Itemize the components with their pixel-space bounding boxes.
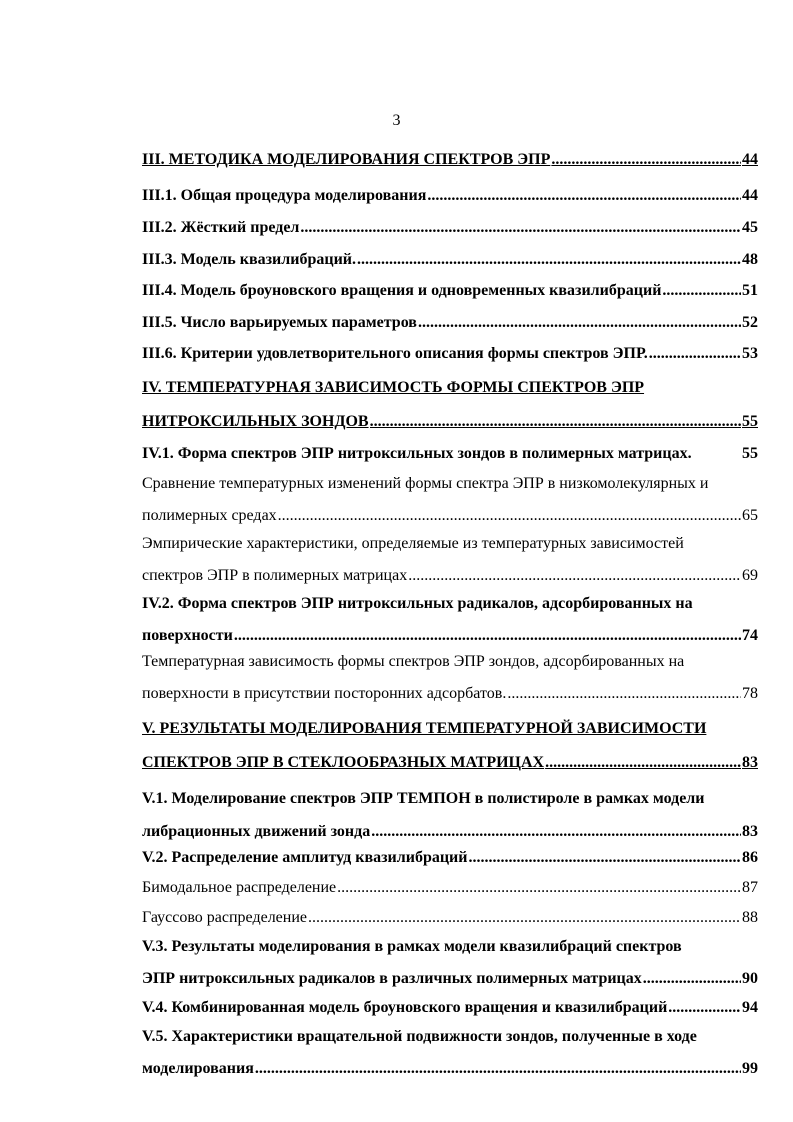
page-number: 3 <box>392 112 401 129</box>
toc-entry-text-cont: ЭПР нитроксильных радикалов в различных полимерных матрицах <box>142 970 642 987</box>
toc-page-number: 87 <box>742 879 758 896</box>
toc-page-number: 94 <box>742 999 758 1016</box>
toc-page-number: 86 <box>742 849 758 866</box>
toc-page-number: 55 <box>742 445 758 462</box>
toc-subsection-4-1-b[interactable] <box>142 534 758 586</box>
toc-entry-text: IV.2. Форма спектров ЭПР нитроксильных радикалов, адсорбированных на <box>142 595 693 612</box>
toc-chapter-4[interactable] <box>142 378 758 432</box>
toc-section-4-1[interactable] <box>142 444 758 464</box>
toc-entry-text-cont: спектров ЭПР в полимерных матрицах <box>142 567 408 584</box>
toc-leader <box>337 878 741 898</box>
toc-entry-text: Бимодальное распределение <box>142 879 337 896</box>
toc-page-number: 99 <box>742 1060 758 1077</box>
toc-leader <box>507 684 741 704</box>
toc-leader <box>469 848 742 868</box>
toc-entry-text: III.5. Число варьируемых параметров <box>142 314 417 331</box>
toc-entry-text: III.1. Общая процедура моделирования <box>142 187 427 204</box>
toc-page-number: 53 <box>742 345 758 362</box>
toc-entry-text: Эмпирические характеристики, определяемые из температурных зависимостей <box>142 535 684 552</box>
toc-entry-text: Гауссово распределение <box>142 909 307 926</box>
toc-page-number: 55 <box>742 413 758 430</box>
toc-leader <box>662 281 741 301</box>
toc-page-number: 83 <box>742 754 758 771</box>
toc-page-number: 83 <box>742 823 758 840</box>
toc-subsection-4-2-a[interactable] <box>142 652 758 704</box>
toc-leader <box>234 626 741 646</box>
toc-leader <box>427 186 741 206</box>
toc-entry-text-cont: поверхности <box>142 627 233 644</box>
toc-leader <box>278 506 741 526</box>
toc-section-3-4[interactable] <box>142 281 758 301</box>
toc-page-number: 48 <box>742 251 758 268</box>
toc-section-5-5[interactable] <box>142 1027 758 1079</box>
toc-entry-text: Сравнение температурных изменений формы спектра ЭПР в низкомолекулярных и <box>142 475 709 492</box>
toc-entry-text: V.3. Результаты моделирования в рамках модели квазилибраций спектров <box>142 938 682 955</box>
toc-page-number: 52 <box>742 314 758 331</box>
toc-section-3-5[interactable] <box>142 313 758 333</box>
toc-section-5-1[interactable] <box>142 789 758 842</box>
toc-page-number: 69 <box>742 567 758 584</box>
toc-entry-text: IV. ТЕМПЕРАТУРНАЯ ЗАВИСИМОСТЬ ФОРМЫ СПЕКТРОВ ЭПР <box>142 379 645 396</box>
toc-leader <box>357 250 741 270</box>
toc-section-5-2[interactable] <box>142 848 758 868</box>
toc-leader <box>545 753 741 773</box>
toc-leader <box>255 1059 741 1079</box>
toc-leader <box>649 344 741 364</box>
toc-section-3-1[interactable] <box>142 186 758 206</box>
toc-entry-text: III. МЕТОДИКА МОДЕЛИРОВАНИЯ СПЕКТРОВ ЭПР <box>142 151 551 168</box>
toc-page-number: 51 <box>742 282 758 299</box>
toc-section-5-4[interactable] <box>142 998 758 1018</box>
toc-subsection-5-2-a[interactable] <box>142 878 758 898</box>
toc-entry-text: III.6. Критерии удовлетворительного описания формы спектров ЭПР. <box>142 345 648 362</box>
toc-entry-text-cont: либрационных движений зонда <box>142 823 371 840</box>
toc-entry-text: V.5. Характеристики вращательной подвижности зондов, полученные в ходе <box>142 1028 697 1045</box>
toc-leader <box>308 908 741 928</box>
toc-page-number: 90 <box>742 970 758 987</box>
toc-leader <box>370 412 741 432</box>
toc-page-number: 45 <box>742 219 758 236</box>
toc-entry-text: Температурная зависимость формы спектров ЭПР зондов, адсорбированных на <box>142 653 685 670</box>
toc-chapter-3[interactable] <box>142 150 758 170</box>
toc-leader <box>418 313 741 333</box>
toc-section-3-6[interactable] <box>142 344 758 364</box>
toc-entry-text: III.3. Модель квазилибраций. <box>142 251 356 268</box>
toc-entry-text: IV.1. Форма спектров ЭПР нитроксильных зондов в полимерных матрицах. <box>142 445 692 462</box>
toc-entry-text: V. РЕЗУЛЬТАТЫ МОДЕЛИРОВАНИЯ ТЕМПЕРАТУРНОЙ ЗАВИСИМОСТИ <box>142 720 707 737</box>
toc-leader <box>643 969 741 989</box>
toc-section-4-2[interactable] <box>142 594 758 646</box>
toc-subsection-4-1-a[interactable] <box>142 474 758 526</box>
toc-page-number: 44 <box>742 151 758 168</box>
toc-section-3-3[interactable] <box>142 250 758 270</box>
toc-leader <box>551 150 741 170</box>
toc-entry-text-cont: моделирования <box>142 1060 254 1077</box>
toc-leader <box>408 566 741 586</box>
toc-entry-text-cont: СПЕКТРОВ ЭПР В СТЕКЛООБРАЗНЫХ МАТРИЦАХ <box>142 754 545 771</box>
toc-page-number: 88 <box>742 909 758 926</box>
toc-page-number: 44 <box>742 187 758 204</box>
toc-entry-text: V.1. Моделирование спектров ЭПР ТЕМПОН в полистироле в рамках модели <box>142 790 705 807</box>
toc-page-number: 78 <box>742 685 758 702</box>
toc-chapter-5[interactable] <box>142 719 758 773</box>
toc-page-number: 74 <box>742 627 758 644</box>
toc-page-number: 65 <box>742 507 758 524</box>
toc-entry-text: V.2. Распределение амплитуд квазилибраций <box>142 849 468 866</box>
toc-entry-text-cont: поверхности в присутствии посторонних адсорбатов. <box>142 685 507 702</box>
toc-entry-text: V.4. Комбинированная модель броуновского вращения и квазилибраций <box>142 999 668 1016</box>
toc-subsection-5-2-b[interactable] <box>142 908 758 928</box>
toc-section-3-2[interactable] <box>142 218 758 238</box>
toc-leader <box>300 218 741 238</box>
toc-leader <box>668 998 741 1018</box>
toc-entry-text: III.2. Жёсткий предел <box>142 219 300 236</box>
toc-entry-text-cont: полимерных средах <box>142 507 277 524</box>
toc-entry-text-cont: НИТРОКСИЛЬНЫХ ЗОНДОВ <box>142 413 369 430</box>
toc-section-5-3[interactable] <box>142 937 758 989</box>
toc-leader <box>371 822 741 842</box>
toc-entry-text: III.4. Модель броуновского вращения и одновременных квазилибраций <box>142 282 662 299</box>
